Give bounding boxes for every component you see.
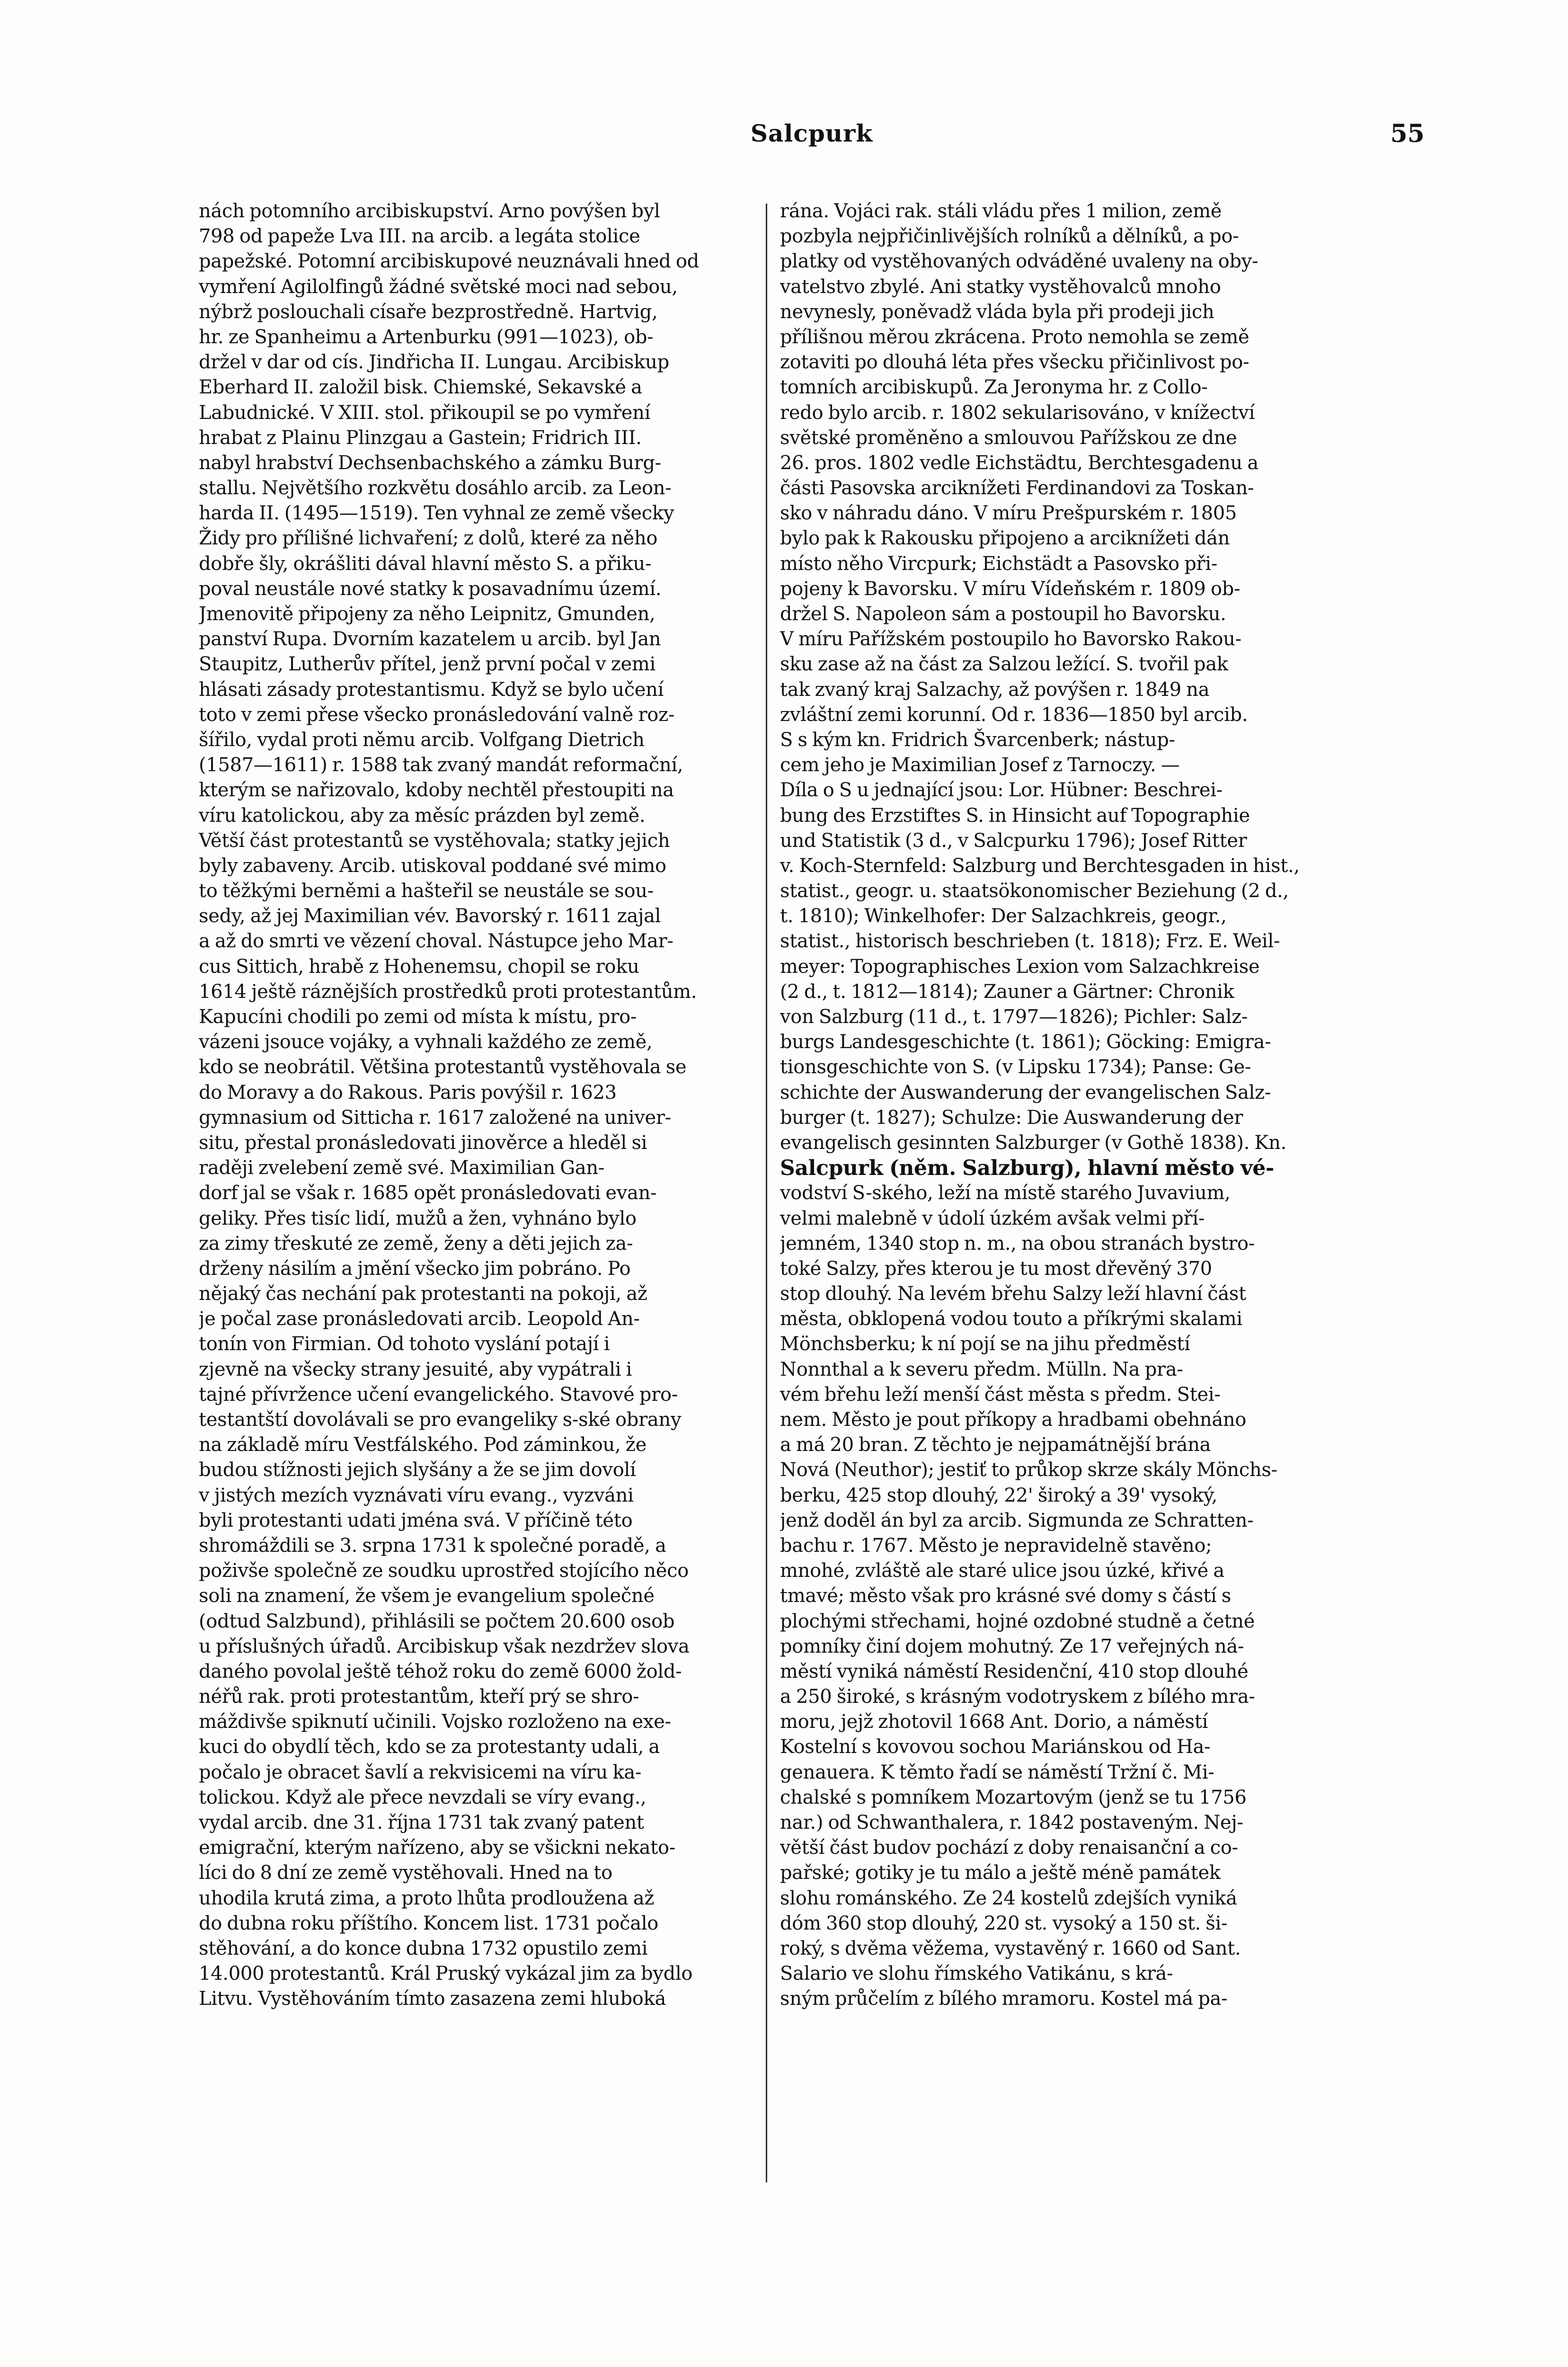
- text-line: vymření Agilolfingů žádné světské moci nad sebou,: [199, 276, 678, 298]
- text-line: (1587—1611) r. 1588 tak zvaný mandát reformační,: [199, 754, 683, 776]
- text-line: geliky. Přes tisíc lidí, mužů a žen, vyhnáno bylo: [199, 1207, 637, 1229]
- text-line: cus Sittich, hrabě z Hohenemsu, chopil se roku: [199, 955, 639, 978]
- text-line: do dubna roku příštího. Koncem list. 1731 počalo: [199, 1912, 659, 1934]
- text-line: a má 20 bran. Z těchto je nejpamátnější brána: [780, 1434, 1211, 1456]
- text-line: přílišnou měrou zkrácena. Proto nemohla se země: [780, 326, 1249, 348]
- text-line: Mönchsberku; k ní pojí se na jihu předměstí: [780, 1333, 1190, 1355]
- text-line: schichte der Auswanderung der evangelischen Salz-: [780, 1081, 1271, 1103]
- text-line: S s kým kn. Fridrich Švarcenberk; nástup-: [780, 729, 1175, 751]
- text-line: Díla o S u jednající jsou: Lor. Hübner: Beschrei-: [780, 779, 1223, 801]
- text-line: zotaviti po dlouhá léta přes všecku přičinlivost po-: [780, 351, 1249, 374]
- text-line: sko v náhradu dáno. V míru Prešpurském r. 1805: [780, 502, 1237, 525]
- text-line: toké Salzy, přes kterou je tu most dřevěný 370: [780, 1257, 1212, 1280]
- text-line: t. 1810); Winkelhofer: Der Salzachkreis, geogr.,: [780, 905, 1227, 927]
- text-line: tonín von Firmian. Od tohoto vyslání potají i: [199, 1333, 610, 1355]
- text-line: zjevně na všecky strany jesuité, aby vypátrali i: [199, 1358, 632, 1380]
- text-line: mnohé, zvláště ale staré ulice jsou úzké, křivé a: [780, 1560, 1225, 1582]
- text-line: pozbyla nejpřičinlivějších rolníků a dělníků, a po-: [780, 225, 1239, 248]
- text-line: velmi malebně v údolí úzkém avšak velmi pří-: [780, 1207, 1205, 1229]
- text-line: genauera. K těmto řadí se náměstí Tržní č. Mi-: [780, 1761, 1214, 1783]
- text-line: meyer: Topographisches Lexion vom Salzachkreise: [780, 955, 1260, 978]
- right-text-column: [780, 199, 1373, 2282]
- text-line: panství Rupa. Dvorním kazatelem u arcib. byl Jan: [199, 628, 661, 650]
- text-line: moru, jejž zhotovil 1668 Ant. Dorio, a náměstí: [780, 1711, 1208, 1733]
- text-line: na základě míru Vestfálského. Pod záminkou, že: [199, 1434, 647, 1456]
- text-line: Židy pro přílišné lichvaření; z dolů, které za něho: [199, 527, 658, 550]
- text-line: sným průčelím z bílého mramoru. Kostel má pa-: [780, 1988, 1228, 2010]
- text-line: poživše společně ze soudku uprostřed stojícího něco: [199, 1560, 689, 1582]
- text-line: gymnasium od Sitticha r. 1617 založené na univer-: [199, 1106, 671, 1129]
- text-line: kdo se neobrátil. Většina protestantů vystěhovala se: [199, 1056, 687, 1078]
- text-line: (odtud Salzbund), přihlásili se počtem 20.600 osob: [199, 1610, 675, 1632]
- text-line: bung des Erzstiftes S. in Hinsicht auf Topographie: [780, 804, 1250, 827]
- text-line: testantští dovolávali se pro evangeliky s-ské obrany: [199, 1409, 682, 1431]
- text-line: V míru Pařížském postoupilo ho Bavorsko Rakou-: [780, 628, 1241, 650]
- text-line: a až do smrti ve vězení choval. Nástupce jeho Mar-: [199, 930, 673, 952]
- text-line: roký, s dvěma věžema, vystavěný r. 1660 od Sant.: [780, 1937, 1241, 1959]
- text-line: vém břehu leží menší část města s předm. Stei-: [780, 1383, 1221, 1406]
- text-line: počalo je obracet šavlí a rekvisicemi na víru ka-: [199, 1761, 642, 1783]
- text-line: hr. ze Spanheimu a Artenburku (991—1023), ob-: [199, 326, 654, 348]
- text-line: v. Koch-Sternfeld: Salzburg und Berchtesgaden in hist.,: [780, 854, 1300, 877]
- text-line: daného povolal ještě téhož roku do země 6000 žold-: [199, 1660, 682, 1682]
- text-line: jemném, 1340 stop n. m., na obou stranách bystro-: [780, 1232, 1255, 1255]
- text-line: papežské. Potomní arcibiskupové neuznávali hned od: [199, 250, 699, 273]
- text-line: 1614 ještě ráznějších prostředků proti protestantům.: [199, 980, 697, 1003]
- text-line: u příslušných úřadů. Arcibiskup však nezdržev slova: [199, 1635, 690, 1657]
- column-divider: [766, 204, 767, 2182]
- text-line: Kapucíni chodili po zemi od místa k místu, pro-: [199, 1006, 637, 1028]
- running-title: Salcpurk: [750, 119, 873, 147]
- text-line: harda II. (1495—1519). Ten vyhnal ze země všecky: [199, 502, 674, 525]
- text-line: bachu r. 1767. Město je nepravidelně stavěno;: [780, 1534, 1212, 1557]
- page-number: 55: [1390, 119, 1425, 148]
- text-line: budou stížnosti jejich slyšány a že se jim dovolí: [199, 1459, 636, 1481]
- text-line: von Salzburg (11 d., t. 1797—1826); Pichler: Salz-: [780, 1006, 1248, 1028]
- text-line: 14.000 protestantů. Král Pruský vykázal jim za bydlo: [199, 1963, 693, 1985]
- text-line: Salcpurk (něm. Salzburg), hlavní město vé-: [780, 1156, 1275, 1181]
- text-line: stěhování, a do konce dubna 1732 opustilo zemi: [199, 1937, 648, 1959]
- text-line: uhodila krutá zima, a proto lhůta prodloužena až: [199, 1887, 655, 1909]
- text-line: néřů rak. proti protestantům, kteří prý se shro-: [199, 1686, 639, 1708]
- text-line: vatelstvo zbylé. Ani statky vystěhovalců mnoho: [780, 276, 1221, 298]
- running-head: [199, 119, 1425, 157]
- text-line: městí vyniká náměstí Residenční, 410 stop dlouhé: [780, 1660, 1249, 1682]
- text-line: poval neustále nové statky k posavadnímu území.: [199, 578, 662, 600]
- text-line: drženy násilím a jmění všecko jim pobráno. Po: [199, 1257, 631, 1280]
- text-line: místo něho Vircpurk; Eichstädt a Pasovsko při-: [780, 552, 1218, 575]
- text-line: (2 d., t. 1812—1814); Zauner a Gärtner: Chronik: [780, 980, 1234, 1003]
- text-line: statist., geogr. u. staatsökonomischer Beziehung (2 d.,: [780, 880, 1289, 902]
- text-line: chalské s pomníkem Mozartovým (jenž se tu 1756: [780, 1786, 1247, 1808]
- text-line: Větší část protestantů se vystěhovala; statky jejich: [199, 829, 670, 852]
- text-line: nějaký čas nechání pak protestanti na pokoji, až: [199, 1283, 647, 1305]
- text-line: soli na znamení, že všem je evangelium společné: [199, 1585, 655, 1607]
- text-line: sedy, až jej Maximilian vév. Bavorský r. 1611 zajal: [199, 905, 661, 927]
- text-line: evangelisch gesinnten Salzburger (v Gothě 1838). Kn.: [780, 1131, 1286, 1154]
- text-line: Nonnthal a k severu předm. Mülln. Na pra-: [780, 1358, 1183, 1380]
- text-line: vodství S-ského, leží na místě starého Juvavium,: [780, 1182, 1231, 1204]
- text-line: máždivše spiknutí učinili. Vojsko rozloženo na exe-: [199, 1711, 671, 1733]
- text-line: vydal arcib. dne 31. října 1731 tak zvaný patent: [199, 1812, 644, 1833]
- text-line: byly zabaveny. Arcib. utiskoval poddané své mimo: [199, 854, 666, 877]
- text-line: Eberhard II. založil bisk. Chiemské, Sekavské a: [199, 376, 642, 399]
- text-line: a 250 široké, s krásným vodotryskem z bílého mra-: [780, 1686, 1255, 1708]
- text-line: tak zvaný kraj Salzachy, až povýšen r. 1849 na: [780, 678, 1210, 701]
- text-line: nem. Město je pout příkopy a hradbami obehnáno: [780, 1409, 1247, 1431]
- text-line: Jmenovitě připojeny za něho Leipnitz, Gmunden,: [199, 603, 656, 625]
- text-line: redo bylo arcib. r. 1802 sekularisováno, v knížectví: [780, 401, 1255, 424]
- text-line: rána. Vojáci rak. stáli vládu přes 1 milion, země: [780, 200, 1222, 222]
- text-line: toto v zemi přese všecko pronásledování valně roz-: [199, 703, 675, 726]
- text-line: držel S. Napoleon sám a postoupil ho Bavorsku.: [780, 603, 1226, 625]
- text-line: tionsgeschichte von S. (v Lipsku 1734); Panse: Ge-: [780, 1056, 1251, 1078]
- text-line: do Moravy a do Rakous. Paris povýšil r. 1623: [199, 1081, 617, 1103]
- text-line: to těžkými berněmi a hašteřil se neustále se sou-: [199, 880, 654, 902]
- text-line: bylo pak k Rakousku připojeno a arciknížeti dán: [780, 527, 1230, 550]
- text-line: stop dlouhý. Na levém břehu Salzy leží hlavní část: [780, 1283, 1246, 1305]
- text-line: tomních arcibiskupů. Za Jeronyma hr. z Collo-: [780, 376, 1208, 399]
- text-line: víru katolickou, aby za měsíc prázden byl země.: [199, 804, 646, 827]
- text-line: situ, přestal pronásledovati jinověrce a hleděl si: [199, 1131, 647, 1154]
- text-line: jenž doděl án byl za arcib. Sigmunda ze Schratten-: [780, 1509, 1254, 1531]
- text-line: města, obklopená vodou touto a příkrými skalami: [780, 1308, 1242, 1330]
- text-line: Labudnické. V XIII. stol. přikoupil se po vymření: [199, 401, 651, 424]
- text-line: nevynesly, poněvadž vláda byla při prodeji jich: [780, 301, 1214, 323]
- text-line: pařské; gotiky je tu málo a ještě méně památek: [780, 1862, 1221, 1884]
- text-line: 26. pros. 1802 vedle Eichstädtu, Berchtesgadenu a: [780, 452, 1258, 474]
- text-line: dobře šly, okrášliti dával hlavní město S. a přiku-: [199, 552, 652, 575]
- text-line: statist., historisch beschrieben (t. 1818); Frz. E. Weil-: [780, 930, 1280, 952]
- text-line: Staupitz, Lutherův přítel, jenž první počal v zemi: [199, 653, 656, 676]
- text-line: hrabat z Plainu Plinzgau a Gastein; Fridrich III.: [199, 427, 642, 449]
- text-line: Kostelní s kovovou sochou Mariánskou od Ha-: [780, 1736, 1211, 1758]
- text-line: kuci do obydlí těch, kdo se za protestanty udali, a: [199, 1736, 660, 1758]
- text-line: emigrační, kterým nařízeno, aby se všickni nekato-: [199, 1837, 675, 1859]
- text-line: sku zase až na část za Salzou ležící. S. tvořil pak: [780, 653, 1228, 676]
- text-line: nýbrž poslouchali císaře bezprostředně. Hartvig,: [199, 301, 658, 323]
- text-line: pomníky činí dojem mohutný. Ze 17 veřejných ná-: [780, 1635, 1244, 1657]
- text-line: větší část budov pochází z doby renaisanční a co-: [780, 1837, 1238, 1859]
- text-line: raději zvelebení země své. Maximilian Gan-: [199, 1157, 605, 1179]
- text-line: nách potomního arcibiskupství. Arno povýšen byl: [199, 200, 660, 222]
- text-line: tajné přívržence učení evangelického. Stavové pro-: [199, 1383, 678, 1406]
- text-line: líci do 8 dní ze země vystěhovali. Hned na to: [199, 1862, 612, 1884]
- text-line: dóm 360 stop dlouhý, 220 st. vysoký a 150 st. ši-: [780, 1912, 1228, 1934]
- text-line: cem jeho je Maximilian Josef z Tarnoczy. —: [780, 754, 1180, 776]
- text-line: burgs Landesgeschichte (t. 1861); Göcking: Emigra-: [780, 1031, 1271, 1053]
- text-line: za zimy třeskuté ze země, ženy a děti jejich za-: [199, 1232, 633, 1255]
- text-line: byli protestanti udati jména svá. V příčině této: [199, 1509, 633, 1531]
- text-line: pojeny k Bavorsku. V míru Vídeňském r. 1809 ob-: [780, 578, 1240, 600]
- text-line: zvláštní zemi korunní. Od r. 1836—1850 byl arcib.: [780, 703, 1248, 726]
- text-line: nabyl hrabství Dechsenbachského a zámku Burg-: [199, 452, 661, 474]
- text-line: světské proměněno a smlouvou Pařížskou ze dne: [780, 427, 1237, 449]
- text-line: části Pasovska arciknížeti Ferdinandovi za Toskan-: [780, 477, 1254, 499]
- text-line: slohu románského. Ze 24 kostelů zdejších vyniká: [780, 1887, 1237, 1909]
- text-line: burger (t. 1827); Schulze: Die Auswanderung der: [780, 1106, 1243, 1129]
- text-line: je počal zase pronásledovati arcib. Leopold An-: [199, 1308, 640, 1330]
- text-line: Salario ve slohu římského Vatikánu, s krá-: [780, 1963, 1173, 1985]
- text-line: plochými střechami, hojné ozdobné studně a četné: [780, 1610, 1255, 1632]
- text-line: 798 od papeže Lva III. na arcib. a legáta stolice: [199, 225, 640, 248]
- text-line: držel v dar od cís. Jindřicha II. Lungau. Arcibiskup: [199, 351, 669, 374]
- text-line: kterým se nařizovalo, kdoby nechtěl přestoupiti na: [199, 779, 674, 801]
- text-line: nar.) od Schwanthalera, r. 1842 postaveným. Nej-: [780, 1812, 1243, 1833]
- text-line: und Statistik (3 d., v Salcpurku 1796); Josef Ritter: [780, 829, 1247, 852]
- text-line: stallu. Největšího rozkvětu dosáhlo arcib. za Leon-: [199, 477, 672, 499]
- text-line: tmavé; město však pro krásné své domy s částí s: [780, 1585, 1231, 1607]
- text-line: Nová (Neuthor); jestiť to průkop skrze skály Mönchs-: [780, 1459, 1277, 1481]
- text-line: šířilo, vydal proti němu arcib. Volfgang Dietrich: [199, 729, 645, 751]
- left-text-column: [199, 199, 791, 2282]
- text-line: dorf jal se však r. 1685 opět pronásledovati evan-: [199, 1182, 657, 1204]
- text-line: tolickou. Když ale přece nevzdali se víry evang.,: [199, 1786, 647, 1808]
- text-line: platky od vystěhovaných odváděné uvaleny na oby-: [780, 250, 1258, 273]
- text-line: v jistých mezích vyznávati víru evang., vyzváni: [199, 1484, 634, 1506]
- text-line: shromáždili se 3. srpna 1731 k společné poradě, a: [199, 1534, 666, 1557]
- text-line: hlásati zásady protestantismu. Když se bylo učení: [199, 678, 664, 701]
- text-line: berku, 425 stop dlouhý, 22' široký a 39' vysoký,: [780, 1484, 1218, 1506]
- text-line: vázeni jsouce vojáky, a vyhnali každého ze země,: [199, 1031, 653, 1053]
- text-line: Litvu. Vystěhováním tímto zasazena zemi hluboká: [199, 1988, 666, 2010]
